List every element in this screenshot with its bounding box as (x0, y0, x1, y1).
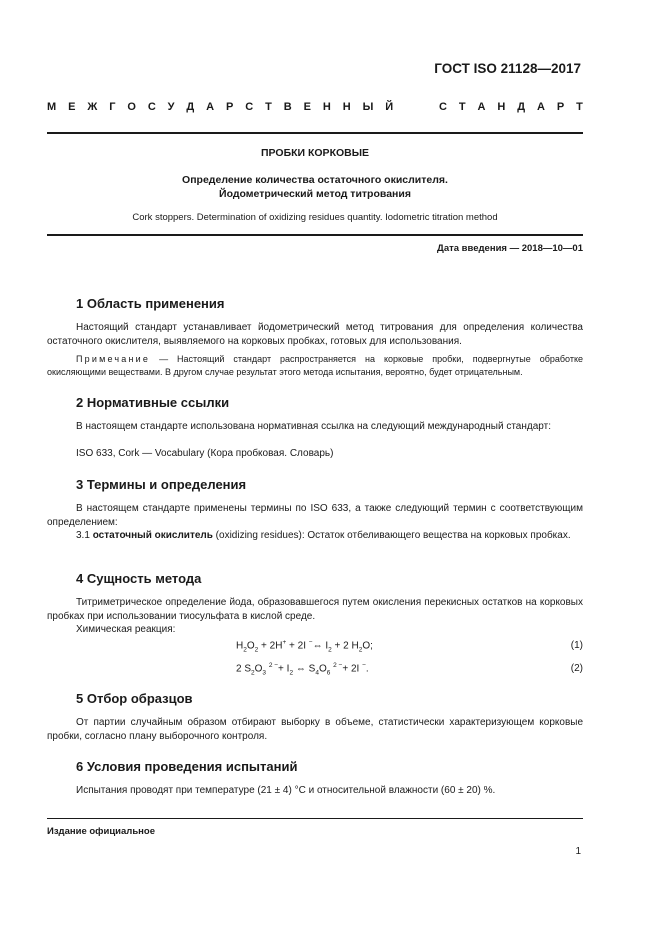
introduction-date: Дата введения — 2018—10—01 (437, 243, 583, 254)
banner-letter: С (147, 101, 156, 113)
section-4-paragraph: Титриметрическое определение йода, образовавшегося путем окисления перекисных остатков на корковых пробках при использовании тиосульфата в кислой среде. (47, 597, 583, 622)
banner-letter: Р (226, 101, 234, 113)
banner-letter: В (283, 101, 292, 113)
interstate-standard-banner (47, 101, 583, 113)
banner-letter: А (206, 101, 215, 113)
section-3-paragraph: В настоящем стандарте применены термины по ISO 633, а также следующий термин с соответствующим определением: (47, 503, 583, 528)
section-1-paragraph: Настоящий стандарт устанавливает йодометрический метод титрования для определения количества остаточного окислителя, выявляемого на корковых пробках, готовых для использования. (47, 322, 583, 347)
note-label: Примечание (76, 354, 151, 364)
banner-letter: Т (265, 101, 272, 113)
standard-title: ПРОБКИ КОРКОВЫЕ (260, 147, 370, 159)
note-text: — Настоящий стандарт распространяется на корковые пробки, подвергнутые обработке окисляющими веществами. В другом случае результат этого метода испытания, вероятно, будет отрицательным. (47, 354, 583, 377)
banner-letter: Н (342, 101, 351, 113)
section-1-heading: 1 Область применения (76, 296, 225, 311)
section-2-paragraph: В настоящем стандарте использована нормативная ссылка на следующий международный стандарт: (76, 421, 551, 432)
section-5-paragraph: От партии случайным образом отбирают выборку в объеме, статистически характеризующем корковые пробки, согласно плану выборочного контроля. (47, 717, 583, 742)
banner-letter: Д (517, 101, 526, 113)
banner-letter: С (245, 101, 254, 113)
subtitle-line-1: Определение количества остаточного окислителя. (182, 174, 448, 186)
banner-letter: Ы (362, 101, 374, 113)
section-1-note (47, 353, 583, 378)
equation-1: $H_2O_2 + 2H^+ + 2I$ −⇔ $I_2 + 2$ $H_2O$; (236, 639, 373, 654)
section-6-heading: 6 Условия проведения испытаний (76, 759, 298, 774)
term-name: остаточный окислитель (92, 530, 213, 541)
banner-letter: Д (186, 101, 195, 113)
section-2-heading: 2 Нормативные ссылки (76, 395, 230, 410)
term-number: 3.1 (76, 530, 93, 541)
banner-word-gap (405, 101, 427, 113)
section-3-heading: 3 Термины и определения (76, 477, 247, 492)
normative-reference: ISO 633, Cork — Vocabulary (Кора пробковая. Словарь) (76, 448, 334, 459)
banner-letter: Н (322, 101, 331, 113)
title-divider (47, 234, 583, 236)
page-number: 1 (575, 846, 581, 857)
banner-letter: Г (109, 101, 116, 113)
section-6-paragraph: Испытания проводят при температуре (21 ± 4) °С и относительной влажности (60 ± 20) %. (76, 785, 496, 796)
english-title: Cork stoppers. Determination of oxidizing residues quantity. Iodometric titration method (132, 212, 498, 223)
term-description: (oxidizing residues): Остаток отбеливающего вещества на корковых пробках. (212, 530, 571, 541)
banner-letter: А (477, 101, 486, 113)
banner-letter: Н (497, 101, 506, 113)
section-4-heading: 4 Сущность метода (76, 571, 202, 586)
banner-letter: Ж (87, 101, 98, 113)
banner-letter: У (167, 101, 175, 113)
equation-1-number: (1) (570, 640, 583, 651)
document-code: ГОСТ ISO 21128—2017 (434, 61, 581, 76)
footer-divider (47, 818, 583, 819)
banner-letter: Й (385, 101, 394, 113)
standard-subtitle (47, 173, 583, 201)
header-divider (47, 132, 583, 134)
term-definition (47, 529, 583, 543)
official-edition-label: Издание официальное (47, 826, 155, 837)
banner-letter: Е (303, 101, 311, 113)
banner-letter: С (439, 101, 447, 113)
banner-letter: Р (556, 101, 565, 113)
reaction-label: Химическая реакция: (76, 624, 176, 635)
banner-letter: М (47, 101, 57, 113)
banner-letter: Т (458, 101, 466, 113)
subtitle-line-2: Йодометрический метод титрования (219, 188, 411, 200)
banner-letter: Т (576, 101, 583, 113)
banner-letter: А (536, 101, 545, 113)
banner-letter: Е (68, 101, 76, 113)
section-5-heading: 5 Отбор образцов (76, 691, 193, 706)
equation-2-number: (2) (570, 663, 583, 674)
banner-letter: О (127, 101, 136, 113)
equation-2: 2 $S_2O_3$ $^{2 -}+ I_2$ ⇔ $S_4O_6$ $^{2 -}$+ 2I −. (236, 662, 369, 677)
